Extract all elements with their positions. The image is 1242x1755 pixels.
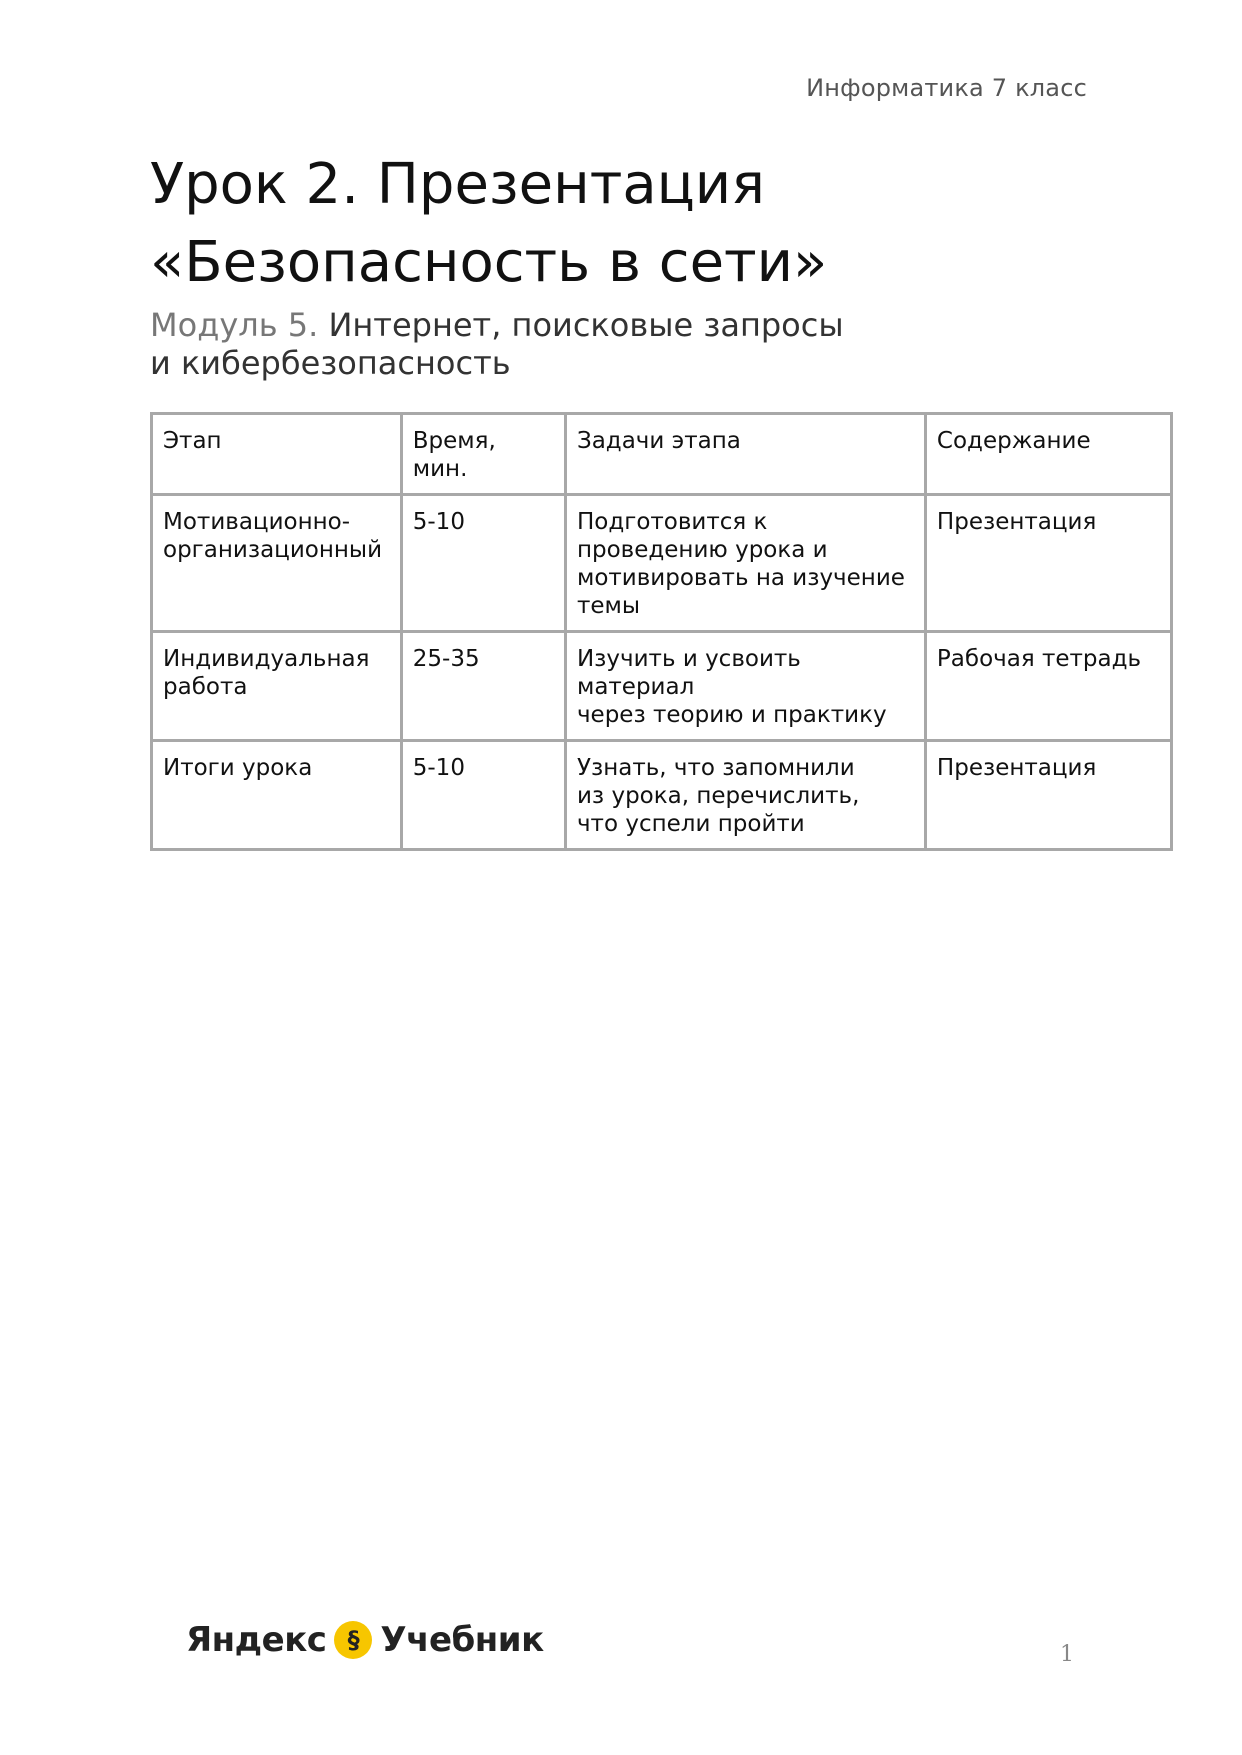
header-subject: Информатика 7 класс: [806, 74, 1087, 102]
yandex-textbook-logo: [186, 1620, 544, 1660]
cell-tasks: Подготовится к проведению урока и мотивировать на изучение темы: [565, 495, 925, 632]
column-header-stage: Этап: [152, 414, 402, 495]
title-line-2: «Безопасность в сети»: [150, 230, 828, 295]
table-row: [152, 495, 1172, 632]
cell-content: Рабочая тетрадь: [925, 632, 1171, 741]
column-header-content: Содержание: [925, 414, 1171, 495]
cell-time: 5-10: [401, 741, 565, 850]
title-line-1: Урок 2. Презентация: [150, 152, 765, 217]
table-row: [152, 632, 1172, 741]
cell-tasks: Узнать, что запомнили из урока, перечислить, что успели пройти: [565, 741, 925, 850]
page-title: [150, 146, 1050, 302]
cell-tasks: Изучить и усвоить материал через теорию и практику: [565, 632, 925, 741]
cell-stage: Мотивационно- организационный: [152, 495, 402, 632]
section-sign-icon: §: [334, 1621, 372, 1659]
page-number: 1: [1060, 1642, 1074, 1667]
cell-content: Презентация: [925, 741, 1171, 850]
cell-stage: Индивидуальная работа: [152, 632, 402, 741]
column-header-time: Время, мин.: [401, 414, 565, 495]
module-title-line-2: и кибербезопасность: [150, 344, 511, 382]
table-header-row: [152, 414, 1172, 495]
cell-stage: Итоги урока: [152, 741, 402, 850]
module-label: Модуль 5.: [150, 306, 319, 344]
module-subtitle: [150, 306, 1050, 382]
logo-text-yandex: Яндекс: [186, 1620, 327, 1660]
cell-content: Презентация: [925, 495, 1171, 632]
lesson-plan-table: [150, 412, 1173, 851]
cell-time: 5-10: [401, 495, 565, 632]
table-row: [152, 741, 1172, 850]
cell-time: 25-35: [401, 632, 565, 741]
column-header-tasks: Задачи этапа: [565, 414, 925, 495]
module-title-line-1: Интернет, поисковые запросы: [328, 306, 844, 344]
logo-text-textbook: Учебник: [380, 1620, 544, 1660]
